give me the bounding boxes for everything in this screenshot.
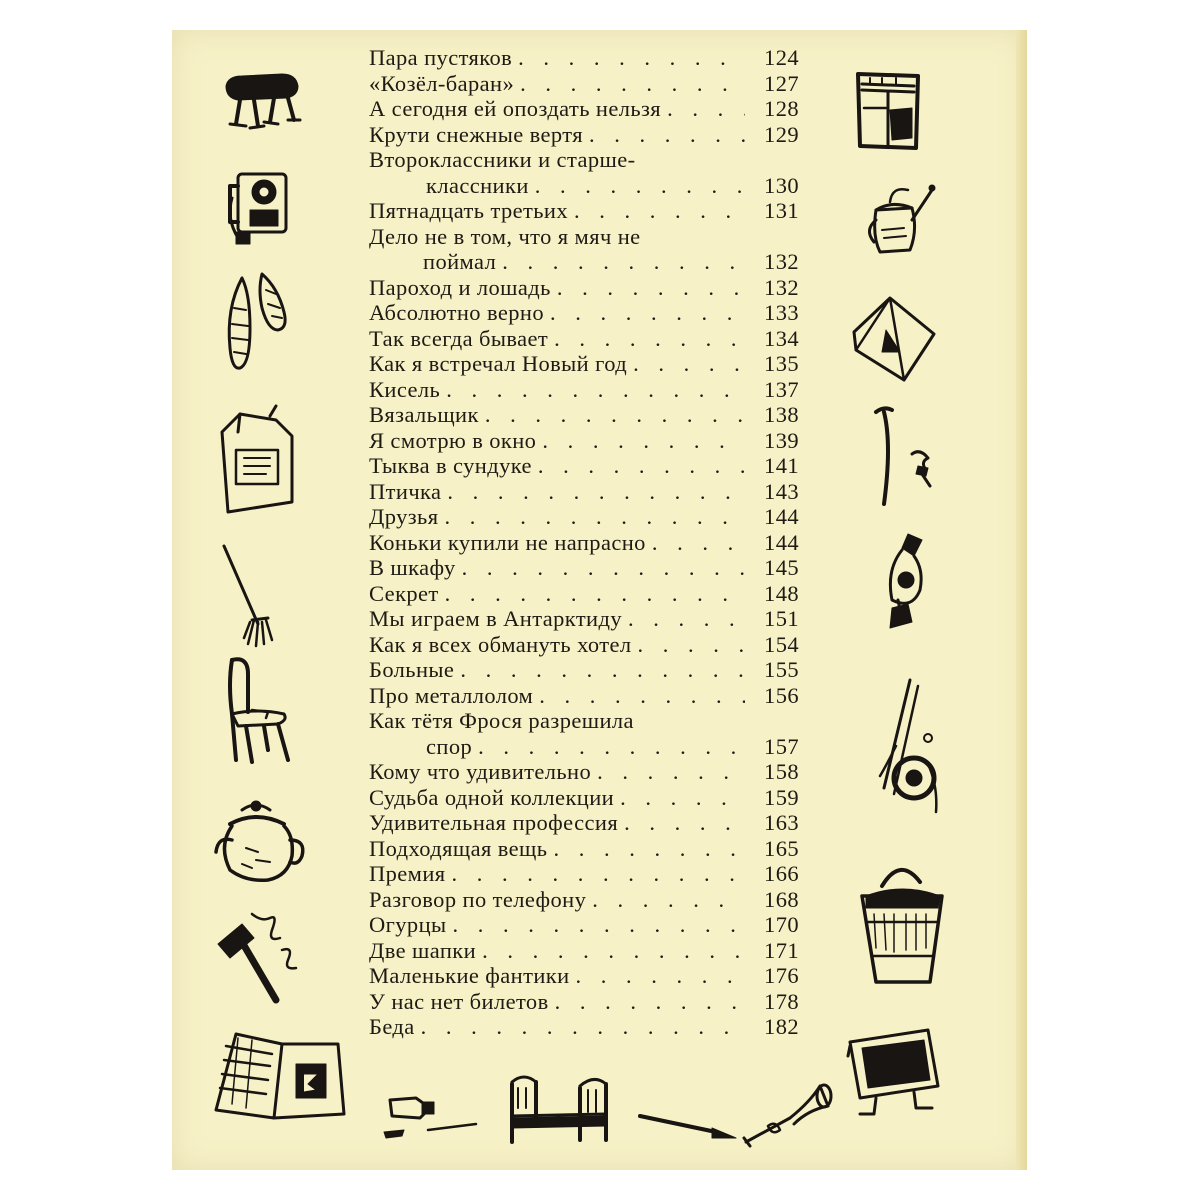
toc-entry-title: Пароход и лошадь xyxy=(369,274,551,300)
toc-entry-title: Беда xyxy=(369,1014,415,1039)
dot-leader xyxy=(496,249,745,275)
nail-icon xyxy=(870,404,942,510)
toc-entry-page: 178 xyxy=(764,988,799,1014)
dot-leader xyxy=(440,377,745,403)
toc-entry xyxy=(369,810,799,836)
toc-entry-title: Как я всех обмануть хотел xyxy=(369,631,632,657)
dot-leader xyxy=(441,479,745,505)
toc-entry xyxy=(369,224,799,275)
toc-entry-title: Две шапки xyxy=(369,937,477,963)
dot-leader xyxy=(446,861,745,887)
dot-leader xyxy=(622,606,745,632)
dot-leader xyxy=(549,989,745,1015)
dot-leader xyxy=(614,785,745,811)
toc-entry-title: Так всегда бывает xyxy=(369,325,549,351)
toc-entry xyxy=(369,989,799,1015)
toc-entry-page: 157 xyxy=(764,733,799,759)
toc-entry xyxy=(369,326,799,352)
dot-leader xyxy=(646,530,745,556)
toc-entry-title: Огурцы xyxy=(369,912,447,937)
toc-entry-title: «Козёл-баран» xyxy=(369,70,515,96)
toc-entry xyxy=(369,351,799,377)
toc-entry-page: 143 xyxy=(764,478,799,504)
toc-entry-page: 159 xyxy=(764,784,799,810)
toc-entry xyxy=(369,96,799,122)
toc-entry-page: 139 xyxy=(764,427,799,453)
toc-entry-title-continued: классники xyxy=(426,172,529,198)
toc-entry-page: 158 xyxy=(764,759,799,784)
telephone-icon xyxy=(224,168,292,248)
toc-entry-title: А сегодня ей опоздать нельзя xyxy=(369,96,662,121)
toc-entry-title: Больные xyxy=(369,657,455,682)
dot-leader xyxy=(479,402,745,428)
toc-entry-title: Судьба одной коллекции xyxy=(369,784,615,810)
toc-entry-title: Разговор по телефону xyxy=(369,886,587,912)
toc-entry-title: Подходящая вещь xyxy=(369,835,548,861)
watering-can-icon xyxy=(862,180,938,258)
dot-leader xyxy=(454,657,745,683)
toc-entry-page: 132 xyxy=(764,274,799,300)
toc-entry-page: 145 xyxy=(764,555,799,580)
toc-entry-page: 135 xyxy=(764,351,799,376)
toc-entry-title: Пятнадцать третьих xyxy=(369,198,568,223)
toc-entry xyxy=(369,912,799,938)
dot-leader xyxy=(568,198,745,224)
toc-entry-title-continued: поймал xyxy=(423,249,497,274)
toc-entry-page: 124 xyxy=(764,45,799,70)
toc-entry xyxy=(369,632,799,658)
bucket-icon xyxy=(854,852,950,992)
dot-leader xyxy=(632,632,746,658)
skate-icon xyxy=(218,68,302,134)
toc-entry-title: Друзья xyxy=(369,504,439,529)
toc-entry-page: 154 xyxy=(764,631,799,657)
dot-leader xyxy=(586,887,745,913)
toc-entry-title: Мы играем в Антарктиду xyxy=(369,606,622,631)
table-of-contents xyxy=(369,45,799,1040)
dot-leader xyxy=(591,759,745,785)
dot-leader xyxy=(415,1014,745,1040)
toc-entry xyxy=(369,963,799,989)
toc-entry-title: Секрет xyxy=(369,580,439,606)
dot-leader xyxy=(532,453,745,479)
dot-leader xyxy=(570,963,745,989)
dot-leader xyxy=(456,555,745,581)
toc-entry xyxy=(369,45,799,71)
toc-entry-title: Абсолютно верно xyxy=(369,300,545,325)
open-book-icon xyxy=(212,1024,348,1120)
dot-leader xyxy=(618,810,745,836)
dot-leader xyxy=(661,96,745,122)
toc-entry-page: 141 xyxy=(764,453,799,478)
toc-entry-page: 132 xyxy=(764,249,799,274)
toc-entry-title: Как я встречал Новый год xyxy=(369,351,628,376)
toc-entry-title: Удивительная профессия xyxy=(369,810,619,835)
toc-entry xyxy=(369,453,799,479)
toc-entry-title: Пара пустяков xyxy=(369,45,513,70)
toc-entry-title: Маленькие фантики xyxy=(369,963,570,988)
toc-entry-page: 129 xyxy=(764,121,799,147)
toc-entry-title: Про металлолом xyxy=(369,682,534,708)
toc-entry-page: 144 xyxy=(764,529,799,555)
toc-entry-page: 134 xyxy=(764,325,799,351)
dot-leader xyxy=(548,326,745,352)
toc-entry xyxy=(369,402,799,428)
dot-leader xyxy=(547,836,745,862)
toc-entry-page: 170 xyxy=(764,912,799,937)
toc-entry-title: Кому что удивительно xyxy=(369,759,592,784)
toc-entry-page: 128 xyxy=(764,96,799,121)
window-icon xyxy=(852,68,924,152)
toc-entry-page: 165 xyxy=(764,835,799,861)
toc-entry xyxy=(369,275,799,301)
toc-entry xyxy=(369,530,799,556)
toc-entry xyxy=(369,887,799,913)
toc-entry-page: 151 xyxy=(764,606,799,631)
dot-leader xyxy=(583,122,745,148)
dot-leader xyxy=(514,71,745,97)
dot-leader xyxy=(476,938,745,964)
toc-entry xyxy=(369,606,799,632)
toc-entry xyxy=(369,377,799,403)
toc-entry-page: 144 xyxy=(764,504,799,529)
tv-icon xyxy=(846,1022,942,1118)
paint-tube-icon xyxy=(382,1080,478,1142)
page-edge xyxy=(1016,30,1027,1170)
trumpet-icon xyxy=(740,1074,840,1150)
dot-leader xyxy=(551,275,745,301)
knitting-needles-icon xyxy=(866,676,944,816)
pen-icon xyxy=(636,1108,740,1148)
dot-leader xyxy=(472,734,745,760)
bed-icon xyxy=(506,1068,616,1148)
toc-entry-page: 131 xyxy=(764,198,799,223)
toc-entry xyxy=(369,683,799,709)
toc-entry xyxy=(369,708,799,759)
envelope-icon xyxy=(848,292,938,384)
toc-entry-title: Птичка xyxy=(369,478,442,504)
toc-entry-title: Вязальщик xyxy=(369,402,479,427)
toc-entry xyxy=(369,198,799,224)
toc-entry-title: Как тётя Фрося разрешила xyxy=(369,708,634,733)
toc-entry-page: 166 xyxy=(764,861,799,886)
dot-leader xyxy=(512,45,745,71)
toc-entry-title: В шкафу xyxy=(369,555,456,580)
toc-entry-title: Дело не в том, что я мяч не xyxy=(369,223,641,249)
toc-entry xyxy=(369,785,799,811)
toc-entry xyxy=(369,71,799,97)
toc-entry-title: Я смотрю в окно xyxy=(369,427,537,453)
notebook-icon xyxy=(214,402,296,516)
toc-entry xyxy=(369,861,799,887)
toc-entry xyxy=(369,657,799,683)
toc-entry xyxy=(369,1014,799,1040)
toc-entry xyxy=(369,504,799,530)
dot-leader xyxy=(533,683,745,709)
candy-icon xyxy=(872,530,942,640)
dot-leader xyxy=(544,300,745,326)
toc-entry xyxy=(369,428,799,454)
toc-entry-page: 168 xyxy=(764,886,799,912)
toc-entry-page: 133 xyxy=(764,300,799,325)
dot-leader xyxy=(438,504,745,530)
dot-leader xyxy=(529,173,745,199)
toc-entry-title: Тыква в сундуке xyxy=(369,453,532,478)
toc-entry xyxy=(369,479,799,505)
chair-icon xyxy=(218,654,298,764)
toc-entry-title: Крути снежные вертя xyxy=(369,121,583,147)
toc-entry-page: 156 xyxy=(764,682,799,708)
toc-entry xyxy=(369,759,799,785)
toc-entry-page: 148 xyxy=(764,580,799,606)
teapot-icon xyxy=(212,796,308,886)
toc-entry xyxy=(369,581,799,607)
toc-entry-title: Коньки купили не напрасно xyxy=(369,529,646,555)
toc-entry-page: 130 xyxy=(764,172,799,198)
toc-entry-page: 137 xyxy=(764,376,799,402)
dot-leader xyxy=(627,351,745,377)
toc-entry-page: 155 xyxy=(764,657,799,682)
toc-entry-page: 138 xyxy=(764,402,799,427)
toc-entry-page: 163 xyxy=(764,810,799,835)
toc-entry-title-continued: спор xyxy=(426,733,473,759)
broom-icon xyxy=(218,540,278,650)
toc-entry-page: 127 xyxy=(764,70,799,96)
toc-entry xyxy=(369,555,799,581)
toc-entry xyxy=(369,122,799,148)
toc-entry-title: Премия xyxy=(369,861,446,886)
toc-entry xyxy=(369,938,799,964)
hammer-icon xyxy=(212,908,308,1006)
toc-entry-title: У нас нет билетов xyxy=(369,988,549,1014)
cucumber-icon xyxy=(218,268,296,376)
dot-leader xyxy=(447,912,745,938)
toc-entry xyxy=(369,147,799,198)
toc-entry-page: 171 xyxy=(764,937,799,963)
toc-entry-title: Второклассники и старше- xyxy=(369,147,636,172)
dot-leader xyxy=(439,581,745,607)
toc-entry-title: Кисель xyxy=(369,376,441,402)
dot-leader xyxy=(536,428,745,454)
toc-entry xyxy=(369,300,799,326)
toc-entry-page: 182 xyxy=(764,1014,799,1039)
toc-entry-page: 176 xyxy=(764,963,799,988)
toc-entry xyxy=(369,836,799,862)
